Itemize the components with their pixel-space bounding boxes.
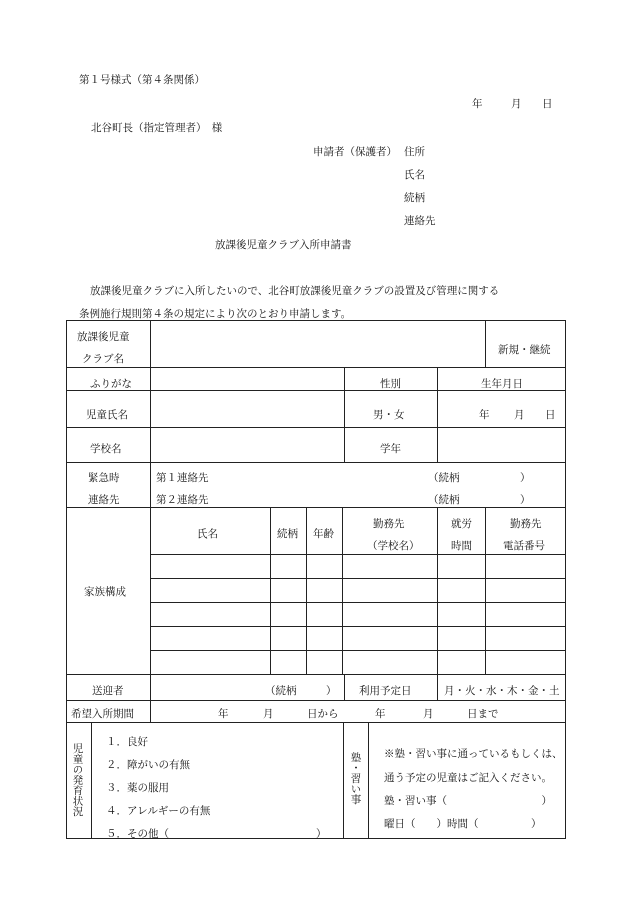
table-left-border: [66, 320, 67, 839]
row-line: [66, 722, 565, 723]
family-col-relation: 続柄: [277, 528, 298, 540]
row-line: [66, 367, 565, 368]
intro-line-2: 条例施行規則第４条の規定により次のとおり申請します。: [79, 308, 352, 320]
period-year-2: 年: [375, 708, 386, 720]
family-col-line: [342, 507, 343, 674]
gender-label: 性別: [380, 378, 401, 390]
period-label: 希望入所期間: [71, 708, 134, 720]
table-top-border: [66, 320, 565, 321]
family-col-line: [306, 507, 307, 674]
birthdate-label: 生年月日: [481, 378, 523, 390]
birth-month: 月: [514, 409, 525, 421]
grade-label: 学年: [380, 443, 401, 455]
development-item-2[interactable]: ２．障がいの有無: [106, 759, 190, 771]
lessons-schedule-field[interactable]: 曜日（ ）時間（ ）: [384, 818, 542, 830]
family-col-phone-1: 勤務先: [510, 518, 542, 530]
form-number: 第１号様式（第４条関係）: [79, 74, 205, 86]
family-col-line: [485, 507, 486, 674]
row-line: [66, 507, 565, 508]
grade-field[interactable]: [439, 429, 564, 461]
intro-line-1: 放課後児童クラブに入所したいので、北谷町放課後児童クラブの設置及び管理に関する: [90, 285, 500, 297]
contact2-relation: （続柄: [428, 494, 460, 506]
lessons-right-line: [368, 722, 369, 838]
club-label-1: 放課後児童: [77, 331, 130, 343]
family-col-line: [270, 507, 271, 674]
family-col-name: 氏名: [197, 528, 218, 540]
lessons-label: 塾・習い事: [349, 752, 362, 805]
form-title: 放課後児童クラブ入所申請書: [215, 239, 352, 251]
family-col-work-2: （学校名）: [367, 540, 420, 552]
contact1-label: 第１連絡先: [156, 472, 209, 484]
new-continue-options[interactable]: 新規・継続: [498, 344, 551, 356]
label-column-line: [150, 320, 151, 722]
family-col-line: [437, 507, 438, 674]
furigana-label: ふりがな: [90, 378, 132, 390]
usage-days[interactable]: 月・火・水・木・金・土: [444, 685, 560, 697]
gender-right-line: [437, 367, 438, 462]
date-day: 日: [542, 98, 553, 110]
applicant-relation-label: 続柄: [404, 192, 425, 204]
development-item-3[interactable]: ３．薬の服用: [106, 782, 169, 794]
usage-label: 利用予定日: [359, 685, 412, 697]
family-col-age: 年齢: [313, 528, 334, 540]
family-col-work-1: 勤務先: [373, 518, 405, 530]
club-label-2: クラブ名: [82, 353, 124, 365]
period-month-2: 月: [423, 708, 434, 720]
family-col-phone-2: 電話番号: [503, 540, 545, 552]
row-line: [66, 462, 565, 463]
contact1-relation: （続柄: [428, 472, 460, 484]
development-item-5[interactable]: ５．その他（ ）: [106, 828, 327, 840]
pickup-label: 送迎者: [92, 685, 124, 697]
school-name-field[interactable]: [152, 429, 343, 461]
period-from: 日から: [307, 708, 339, 720]
row-line: [66, 674, 565, 675]
family-row-line: [150, 626, 565, 627]
child-name-label: 児童氏名: [86, 409, 128, 421]
usage-left-line: [344, 674, 345, 700]
family-row-line: [150, 554, 565, 555]
family-row-line: [150, 650, 565, 651]
contact2-paren-close: ）: [520, 494, 531, 506]
birth-year: 年: [479, 409, 490, 421]
family-row-line: [150, 602, 565, 603]
applicant-label: 申請者（保護者）: [313, 146, 397, 158]
pickup-paren-close: ）: [326, 685, 337, 697]
row-line: [66, 427, 565, 428]
contact1-paren-close: ）: [520, 472, 531, 484]
child-name-field[interactable]: [152, 392, 343, 426]
family-label: 家族構成: [84, 586, 126, 598]
club-name-field[interactable]: [152, 322, 484, 366]
table-right-border: [565, 320, 566, 839]
period-until: 日まで: [467, 708, 499, 720]
development-item-4[interactable]: ４．アレルギーの有無: [106, 805, 211, 817]
furigana-field[interactable]: [152, 369, 343, 389]
birth-day: 日: [545, 409, 556, 421]
gender-options[interactable]: 男・女: [373, 409, 405, 421]
lessons-left-line: [343, 722, 344, 838]
applicant-contact-label: 連絡先: [404, 215, 436, 227]
development-label: 児童の発育状況: [71, 743, 84, 817]
lessons-note-1: ※塾・習い事に通っているもしくは、: [384, 748, 563, 760]
emergency-label-2: 連絡先: [88, 494, 120, 506]
emergency-label-1: 緊急時: [88, 472, 120, 484]
period-month-1: 月: [263, 708, 274, 720]
development-label-line: [91, 722, 92, 838]
date-month: 月: [511, 98, 522, 110]
date-year: 年: [472, 98, 483, 110]
pickup-field[interactable]: [152, 676, 262, 698]
pickup-relation: （続柄: [265, 685, 297, 697]
school-name-label: 学校名: [90, 443, 122, 455]
usage-right-line: [437, 674, 438, 700]
lessons-note-2: 通う予定の児童はご記入ください。: [384, 772, 552, 784]
lessons-name-field[interactable]: 塾・習い事（ ）: [384, 795, 552, 807]
applicant-address-label: 住所: [404, 146, 425, 158]
family-col-job-1: 就労: [451, 518, 472, 530]
applicant-name-label: 氏名: [404, 169, 425, 181]
club-divider: [485, 320, 486, 367]
gender-left-line: [344, 367, 345, 462]
row-line: [66, 700, 565, 701]
development-item-1[interactable]: １．良好: [106, 736, 148, 748]
family-col-job-2: 時間: [451, 540, 472, 552]
contact2-label: 第２連絡先: [156, 494, 209, 506]
addressee: 北谷町長（指定管理者） 様: [91, 122, 223, 134]
period-year-1: 年: [218, 708, 229, 720]
family-row-line: [150, 578, 565, 579]
